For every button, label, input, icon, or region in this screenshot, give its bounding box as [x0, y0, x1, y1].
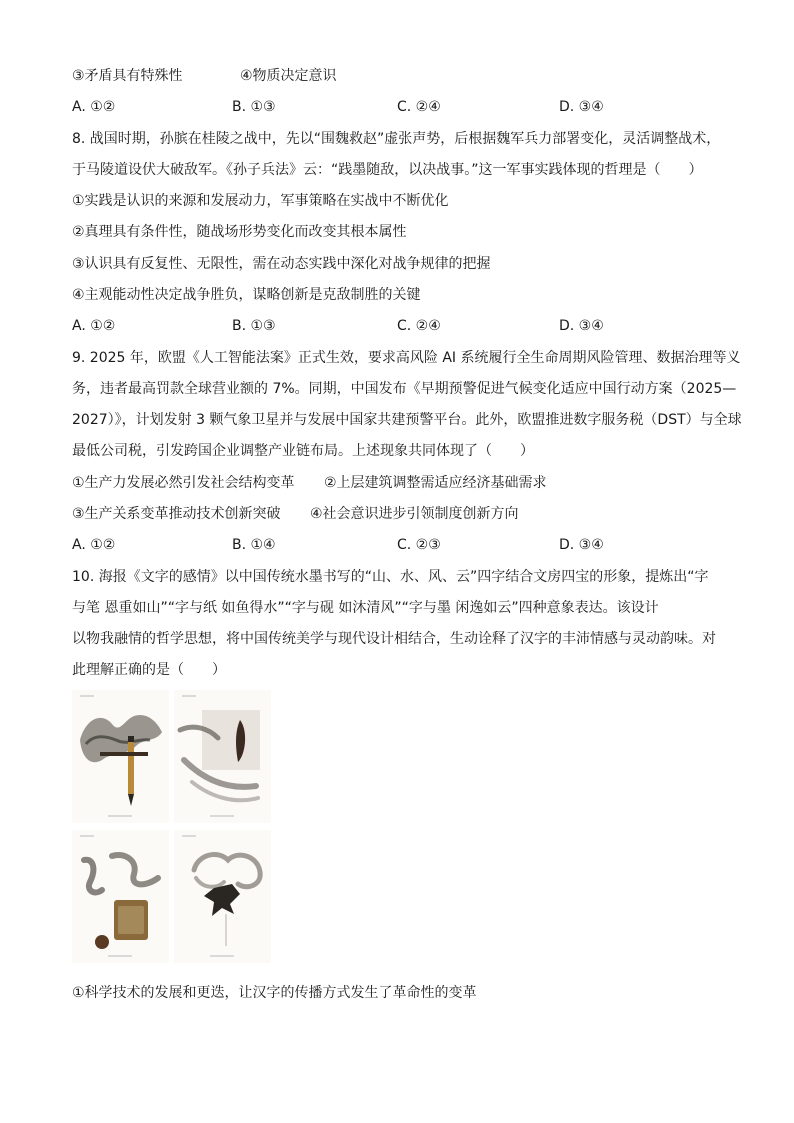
q9-option-b[interactable]: B. ①④	[232, 537, 276, 553]
q9-item-1: ①生产力发展必然引发社会结构变革	[72, 475, 295, 491]
poster-ink-cloud	[174, 830, 271, 963]
q7-option-d[interactable]: D. ③④	[559, 99, 604, 115]
q10-stem-line-4: 此理解正确的是（ ）	[72, 662, 226, 678]
q10-stem-line-3: 以物我融情的哲学思想，将中国传统美学与现代设计相结合，生动诠释了汉字的丰沛情感与灵动韵味。对	[72, 631, 716, 647]
poster-inkstone	[72, 830, 169, 963]
q8-option-b[interactable]: B. ①③	[232, 318, 276, 334]
q8-item-3: ③认识具有反复性、无限性，需在动态实践中深化对战争规律的把握	[72, 256, 491, 272]
q10-item-1: ①科学技术的发展和更迭，让汉字的传播方式发生了革命性的变革	[72, 985, 477, 1001]
q7-option-b[interactable]: B. ①③	[232, 99, 276, 115]
q7-options	[72, 97, 712, 117]
q7-items-row	[72, 66, 337, 86]
q9-stem-line-4: 最低公司税，引发跨国企业调整产业链布局。上述现象共同体现了（ ）	[72, 443, 534, 459]
q9-options	[72, 535, 712, 555]
q8-item-1: ①实践是认识的来源和发展动力，军事策略在实战中不断优化	[72, 193, 449, 209]
q10-stem-line-1: 10. 海报《文字的感情》以中国传统水墨书写的“山、水、风、云”四字结合文房四宝的形象，提炼出“字	[72, 569, 709, 585]
q9-item-2: ②上层建筑调整需适应经济基础需求	[324, 475, 547, 491]
q9-items-row-1	[72, 473, 547, 493]
q9-items-row-2	[72, 504, 519, 524]
q9-option-c[interactable]: C. ②③	[397, 537, 441, 553]
q7-option-a[interactable]: A. ①②	[72, 99, 116, 115]
q8-option-a[interactable]: A. ①②	[72, 318, 116, 334]
q8-item-2: ②真理具有条件性，随战场形势变化而改变其根本属性	[72, 224, 407, 240]
q8-option-d[interactable]: D. ③④	[559, 318, 604, 334]
q9-stem-line-2: 务，违者最高罚款全球营业额的 7%。同期，中国发布《早期预警促进气候变化适应中国行动方案（2025—	[72, 381, 737, 397]
q8-stem-line-1: 8. 战国时期，孙膑在桂陵之战中，先以“围魏救赵”虚张声势，后根据魏军兵力部署变化，灵活调整战术，	[72, 131, 721, 147]
q7-option-c[interactable]: C. ②④	[397, 99, 441, 115]
poster-image-grid	[72, 690, 272, 965]
q9-option-a[interactable]: A. ①②	[72, 537, 116, 553]
poster-brush-mountain	[72, 690, 169, 823]
q9-item-3: ③生产关系变革推动技术创新突破	[72, 506, 281, 522]
q7-item-3: ③矛盾具有特殊性	[72, 68, 183, 84]
q9-option-d[interactable]: D. ③④	[559, 537, 604, 553]
q8-options	[72, 316, 712, 336]
poster-paper-strokes	[174, 690, 271, 823]
q8-item-4: ④主观能动性决定战争胜负，谋略创新是克敌制胜的关键	[72, 287, 421, 303]
q10-stem-line-2: 与笔 恩重如山”“字与纸 如鱼得水”“字与砚 如沐清风”“字与墨 闲逸如云”四种意象表达。该设计	[72, 600, 659, 616]
q9-item-4: ④社会意识进步引领制度创新方向	[310, 506, 519, 522]
q8-stem-line-2: 于马陵道设伏大破敌军。《孙子兵法》云：“践墨随敌，以决战事。”这一军事实践体现的哲理是（ ）	[72, 162, 703, 178]
q9-stem-line-3: 2027）》，计划发射 3 颗气象卫星并与发展中国家共建预警平台。此外，欧盟推进数字服务税（DST）与全球	[72, 412, 742, 428]
q8-option-c[interactable]: C. ②④	[397, 318, 441, 334]
q9-stem-line-1: 9. 2025 年，欧盟《人工智能法案》正式生效，要求高风险 AI 系统履行全生命周期风险管理、数据治理等义	[72, 350, 741, 366]
q7-item-4: ④物质决定意识	[240, 68, 337, 84]
